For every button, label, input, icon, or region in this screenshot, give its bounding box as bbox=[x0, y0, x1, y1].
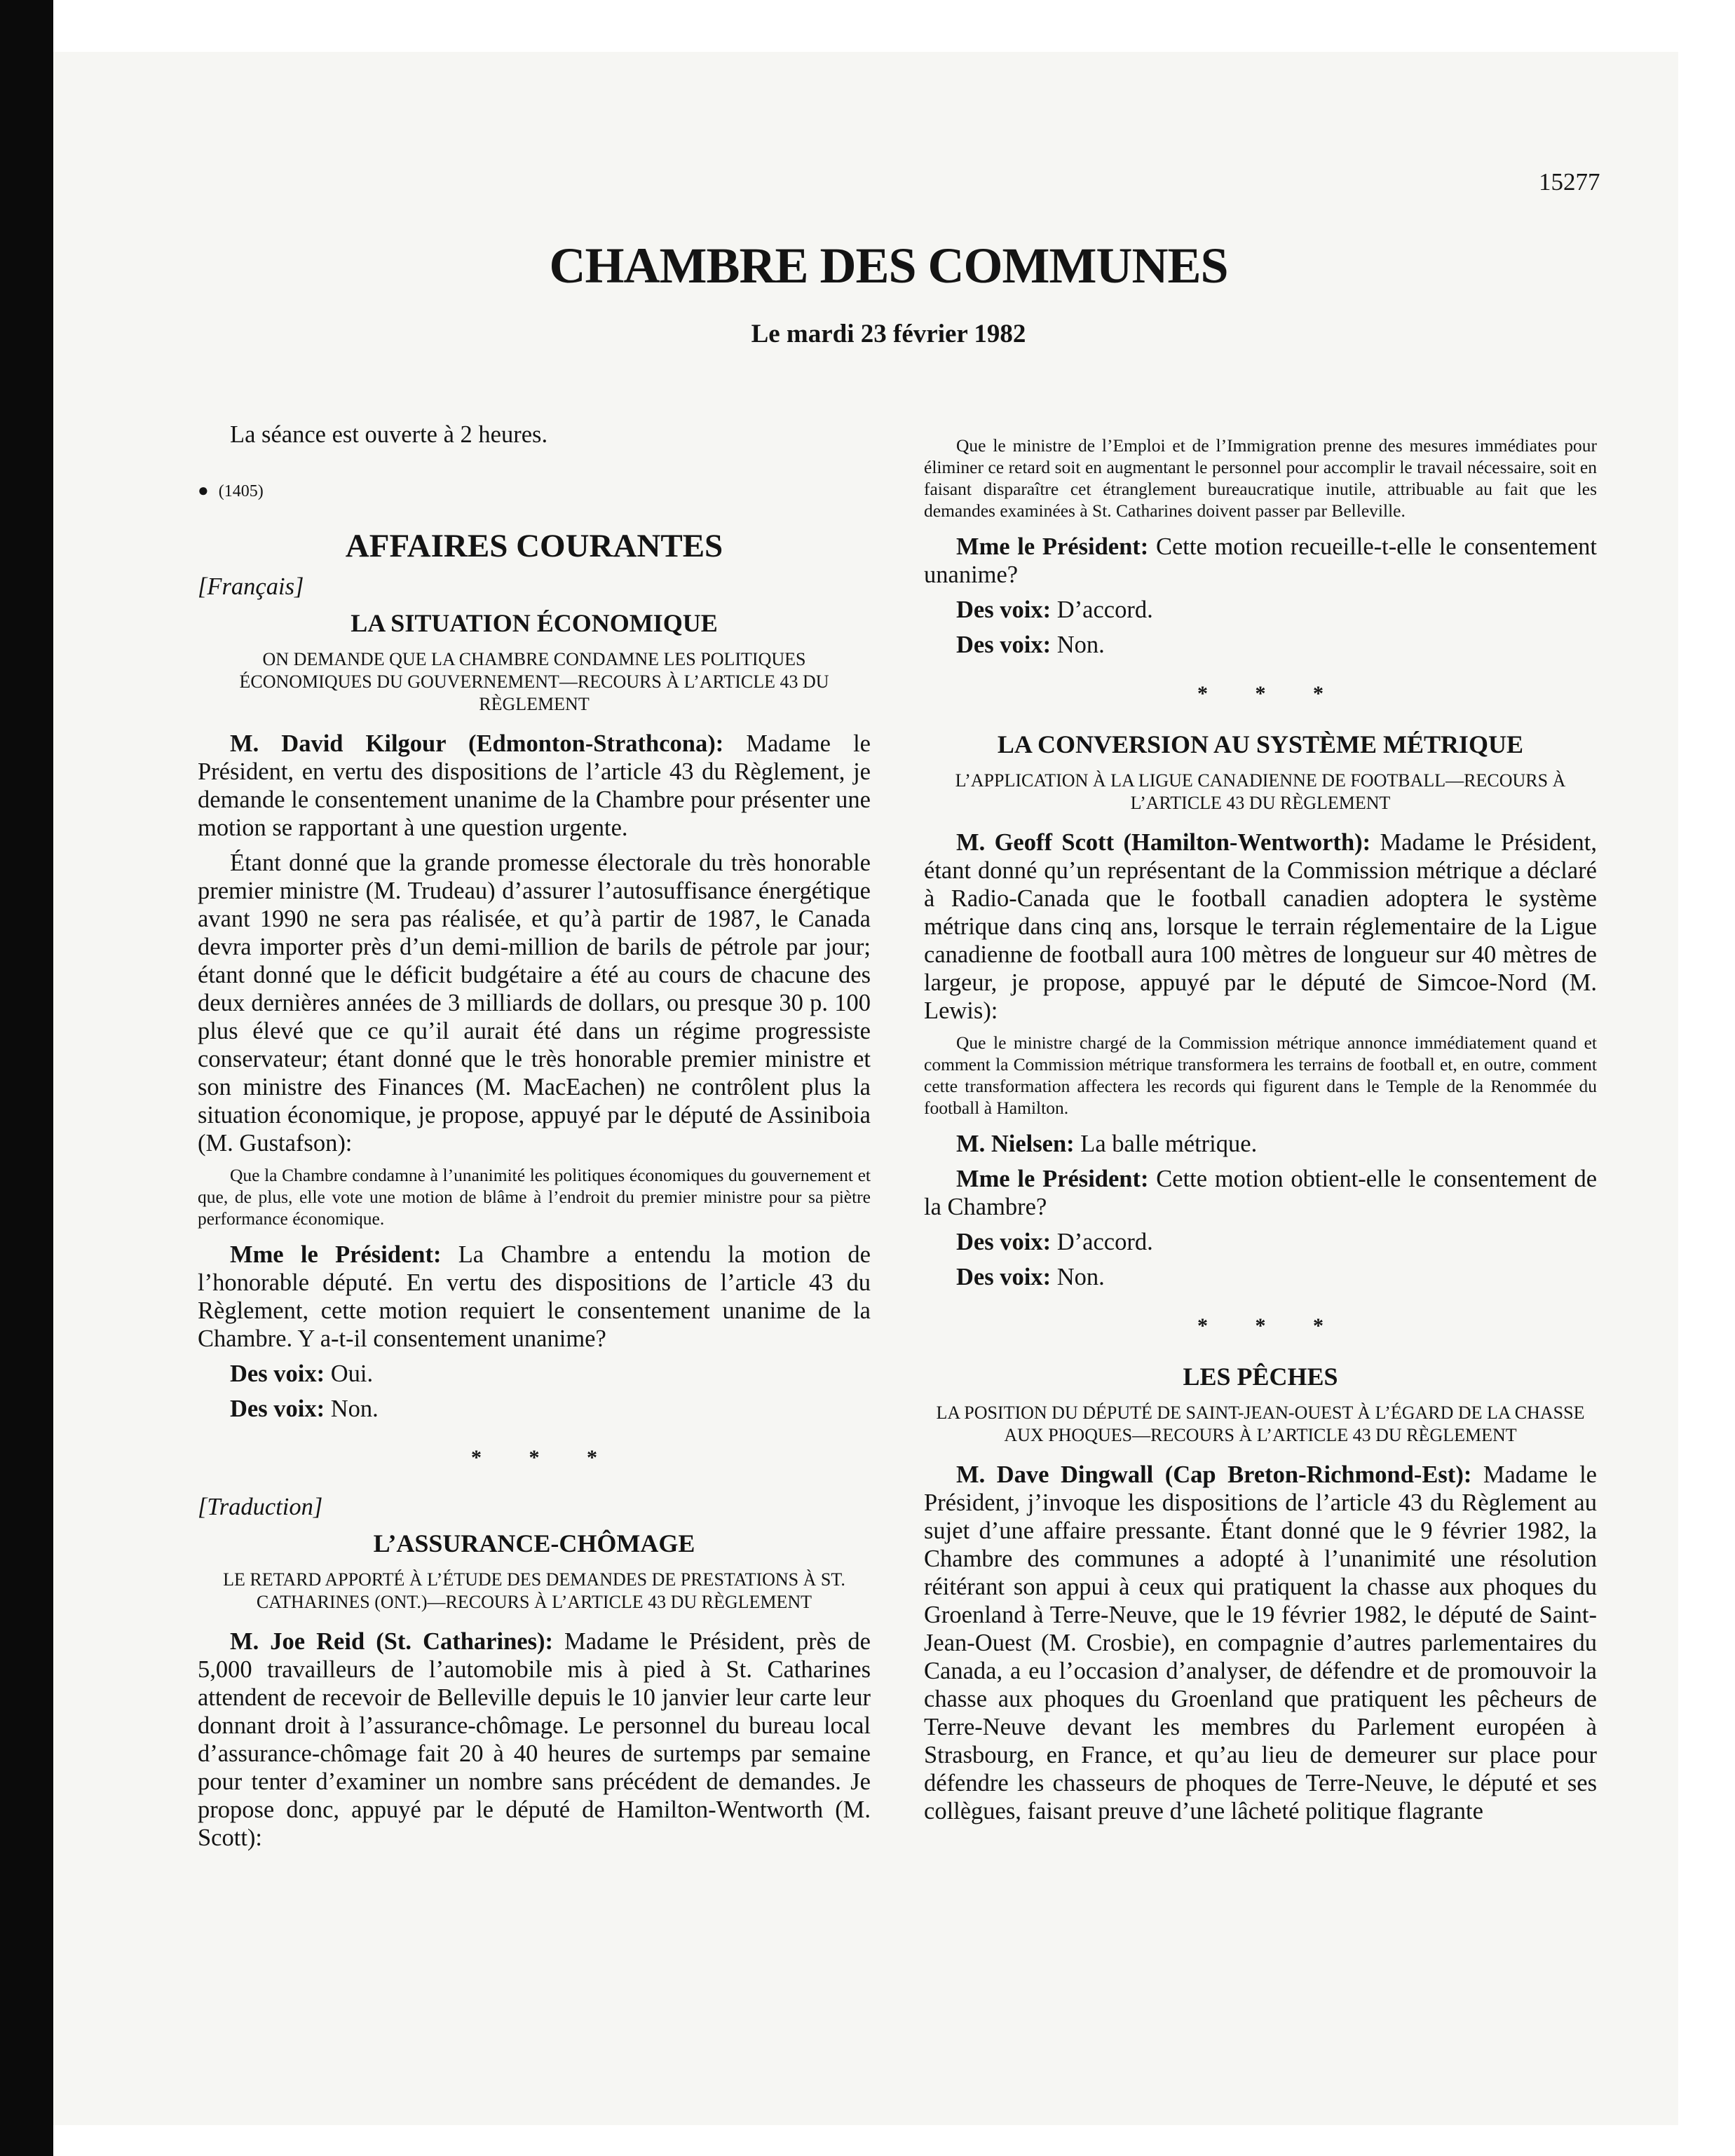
speaker-name: Des voix: bbox=[956, 1229, 1052, 1255]
section-separator: * * * bbox=[1197, 682, 1345, 705]
speech-text: Non. bbox=[1051, 632, 1105, 658]
speech-paragraph bbox=[198, 730, 871, 842]
speech-paragraph bbox=[924, 533, 1597, 589]
speaker-name: Des voix: bbox=[230, 1396, 325, 1422]
speech-text: Madame le Président, j’invoque les dispositions de l’article 43 du Règlement au sujet d’une affaire pressante. Étant donné que le 9 février 1982, la Chambre des communes a adopté à l’unanimité une résolution réitérant son appui à ceux qui pratiquent la chasse aux phoques du Groenland à Terre-Neuve, que le 19 février 1982, le député de Saint-Jean-Ouest (M. Crosbie), en compagnie d’autres parlementaires du Canada, a eu l’occasion d’analyser, de défendre et de promouvoir la chasse aux phoques du Groenland que pratiquent les pêcheurs de Terre-Neuve devant les membres du Parlement européen à Strasbourg, en France, et qu’au lieu de demeurer sur place pour défendre les chasseurs de phoques de Terre-Neuve, le député et ses collègues, faisant preuve d’une lâcheté politique flagrante bbox=[924, 1461, 1597, 1824]
speech-paragraph bbox=[924, 1461, 1597, 1825]
speaker-name: Mme le Président: bbox=[956, 1166, 1149, 1192]
speech-text: Cette motion obtient-elle le consentement de la Chambre? bbox=[924, 1166, 1598, 1220]
motion-text: Que le ministre chargé de la Commission métrique annonce immédiatement quand et comment la Commission métrique transformera les terrains de football et, en outre, comment cette transformation affectera les records qui figurent dans le Temple de la Renommée du football à Hamilton. bbox=[924, 1032, 1597, 1118]
subject-subtitle: ON DEMANDE QUE LA CHAMBRE CONDAMNE LES POLITIQUES ÉCONOMIQUES DU GOUVERNEMENT—RECOURS À L’ARTICLE 43 DU RÈGLEMENT bbox=[239, 649, 829, 714]
session-date: Le mardi 23 février 1982 bbox=[751, 320, 1026, 348]
left-column bbox=[198, 421, 871, 1852]
language-tag: [Français] bbox=[198, 573, 304, 600]
speech-paragraph bbox=[198, 1628, 871, 1852]
speech-text: Madame le Président, près de 5,000 travailleurs de l’automobile mis à pied à St. Catharines attendent de recevoir de Belleville depuis le 10 janvier leur carte leur donnant droit à l’assurance-chômage. Le personnel du bureau local d’assurance-chômage fait 20 à 40 heures de surtemps par semaine pour tenter d’examiner un nombre sans précédent de demandes. Je propose donc, appuyé par le député de Hamilton-Wentworth (M. Scott): bbox=[198, 1628, 871, 1851]
page-title: CHAMBRE DES COMMUNES bbox=[549, 238, 1228, 294]
subject-subtitle: LA POSITION DU DÉPUTÉ DE SAINT-JEAN-OUEST À L’ÉGARD DE LA CHASSE AUX PHOQUES—RECOURS À L’ARTICLE 43 DU RÈGLEMENT bbox=[936, 1403, 1585, 1445]
speaker-name: Des voix: bbox=[956, 1264, 1052, 1290]
language-tag: [Traduction] bbox=[198, 1494, 323, 1520]
section-separator: * * * bbox=[471, 1446, 618, 1469]
speaker-name: M. Dave Dingwall (Cap Breton-Richmond-Est): bbox=[956, 1461, 1472, 1488]
speaker-name: M. Nielsen: bbox=[956, 1131, 1075, 1157]
speaker-name: M. Joe Reid (St. Catharines): bbox=[230, 1628, 553, 1655]
motion-text: Que le ministre de l’Emploi et de l’Immigration prenne des mesures immédiates pour éliminer ce retard soit en augmentant le personnel pour accomplir le travail nécessaire, soit en faisant disparaître cet étranglement bureaucratique inutile, attribuable au fait que les demandes examinées à St. Catharines doivent passer par Belleville. bbox=[924, 435, 1597, 521]
speech-paragraph bbox=[924, 596, 1597, 624]
speaker-name: Mme le Président: bbox=[230, 1241, 442, 1268]
subject-subtitle: LE RETARD APPORTÉ À L’ÉTUDE DES DEMANDES DE PRESTATIONS À ST. CATHARINES (ONT.)—RECOURS À L’ARTICLE 43 DU RÈGLEMENT bbox=[223, 1569, 845, 1612]
speaker-name: Des voix: bbox=[230, 1360, 325, 1387]
speech-text: Cette motion recueille-t-elle le consentement unanime? bbox=[924, 533, 1597, 588]
bullet-icon: ● bbox=[198, 480, 209, 500]
speech-text: Oui. bbox=[325, 1360, 374, 1387]
time-marker bbox=[198, 477, 871, 505]
page-number: 15277 bbox=[1539, 168, 1600, 196]
speech-paragraph bbox=[198, 1241, 871, 1353]
subject-heading: L’ASSURANCE-CHÔMAGE bbox=[373, 1529, 695, 1557]
speaker-name: Mme le Président: bbox=[956, 533, 1149, 560]
time-marker-text: (1405) bbox=[218, 482, 264, 500]
speech-paragraph bbox=[924, 1130, 1597, 1158]
speech-text: Madame le Président, en vertu des dispositions de l’article 43 du Règlement, je demande le consentement unanime de la Chambre pour présenter une motion se rapportant à une question urgente. bbox=[198, 730, 871, 841]
section-separator: * * * bbox=[1197, 1314, 1345, 1337]
motion-text: Que la Chambre condamne à l’unanimité les politiques économiques du gouvernement et que, de plus, elle vote une motion de blâme à l’endroit du premier ministre pour sa piètre performance économique. bbox=[198, 1165, 871, 1229]
speech-paragraph bbox=[924, 1263, 1597, 1291]
speech-paragraph: Étant donné que la grande promesse électorale du très honorable premier ministre (M. Trudeau) d’assurer l’autosuffisance énergétique avant 1990 ne sera pas réalisée, et qu’à partir de 1987, le Canada devra importer près d’un demi-million de barils de pétrole par jour; étant donné que le déficit budgétaire a été au cours de chacune des deux dernières années de 3 milliards de dollars, ou presque 30 p. 100 plus élevé que ce qu’il aurait été dans un régime progressiste conservateur; étant donné que le très honorable premier ministre et son ministre des Finances (M. MacEachen) ne contrôlent plus la situation économique, je propose, appuyé par le député de Assiniboia (M. Gustafson): bbox=[198, 850, 871, 1157]
speech-text: D’accord. bbox=[1051, 596, 1153, 623]
speech-text: La balle métrique. bbox=[1074, 1131, 1258, 1157]
speech-text: Non. bbox=[1051, 1264, 1105, 1290]
right-column bbox=[924, 428, 1597, 1825]
speaker-name: M. David Kilgour (Edmonton-Strathcona): bbox=[230, 730, 724, 757]
speech-text: La Chambre a entendu la motion de l’honorable député. En vertu des dispositions de l’article 43 du Règlement, cette motion requiert le consentement unanime de la Chambre. Y a-t-il consentement unanime? bbox=[198, 1241, 871, 1352]
subject-heading: LA CONVERSION AU SYSTÈME MÉTRIQUE bbox=[997, 730, 1524, 758]
speech-text: Non. bbox=[325, 1396, 379, 1422]
speaker-name: M. Geoff Scott (Hamilton-Wentworth): bbox=[956, 829, 1371, 856]
subject-heading: LA SITUATION ÉCONOMIQUE bbox=[351, 609, 718, 637]
subject-heading: LES PÊCHES bbox=[1183, 1363, 1338, 1391]
section-heading: AFFAIRES COURANTES bbox=[345, 528, 723, 564]
speech-text: D’accord. bbox=[1051, 1229, 1153, 1255]
speech-paragraph bbox=[924, 1165, 1597, 1221]
speech-paragraph bbox=[924, 828, 1597, 1025]
subject-subtitle: L’APPLICATION À LA LIGUE CANADIENNE DE FOOTBALL—RECOURS À L’ARTICLE 43 DU RÈGLEMENT bbox=[955, 770, 1566, 813]
speaker-name: Des voix: bbox=[956, 632, 1052, 658]
scan-margin bbox=[53, 0, 1735, 52]
speech-paragraph bbox=[924, 1228, 1597, 1256]
speech-paragraph bbox=[198, 1395, 871, 1423]
opening-line: La séance est ouverte à 2 heures. bbox=[230, 421, 548, 448]
speech-paragraph bbox=[198, 1360, 871, 1388]
speech-paragraph bbox=[924, 631, 1597, 659]
speaker-name: Des voix: bbox=[956, 596, 1052, 623]
speech-text: Madame le Président, étant donné qu’un représentant de la Commission métrique a déclaré à Radio-Canada que le football canadien adoptera le système métrique dans cinq ans, lorsque le terrain réglementaire de la Ligue canadienne de football aura 100 mètres de longueur sur 40 mètres de largeur, je propose, appuyé par le député de Simcoe-Nord (M. Lewis): bbox=[924, 829, 1597, 1024]
